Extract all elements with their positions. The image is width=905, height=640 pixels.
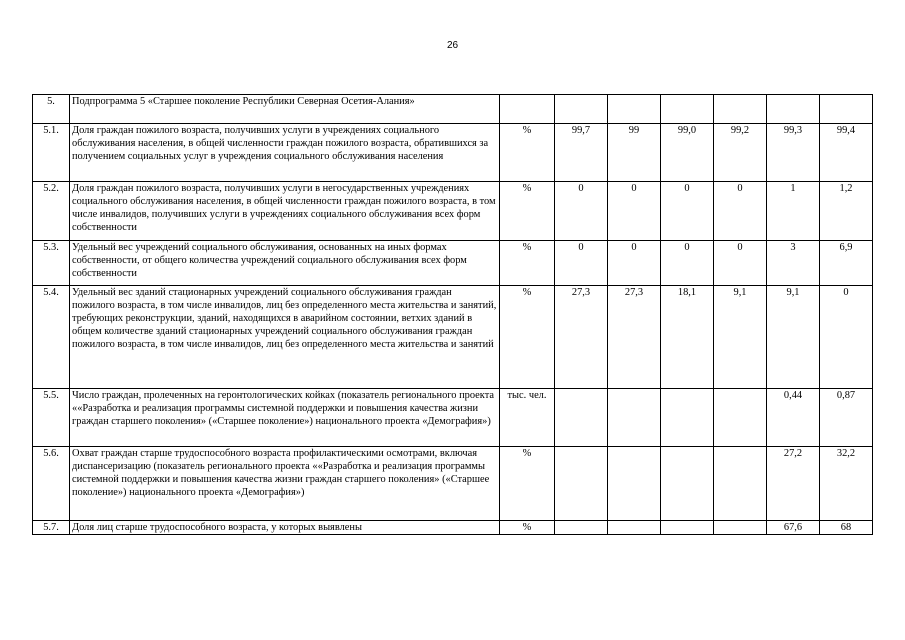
row-value: 1: [767, 182, 820, 241]
row-value: [555, 389, 608, 447]
row-number: 5.4.: [33, 286, 70, 389]
row-value: [555, 95, 608, 124]
row-number: 5.2.: [33, 182, 70, 241]
row-value: 18,1: [661, 286, 714, 389]
row-value: 9,1: [714, 286, 767, 389]
table-row: [33, 389, 873, 447]
row-value: 6,9: [820, 241, 873, 286]
row-description: Удельный вес зданий стационарных учреждений социального обслуживания граждан пожилого возраста, в том числе инвалидов, лиц без определенного места жительства и занятий, требующих реконструкции, зданий, находящихся в аварийном состоянии, ветхих зданий в общем количестве зданий стационарных учреждений социального обслуживания граждан пожилого возраста, в том числе инвалидов, лиц без определенного места жительства и занятий: [70, 286, 500, 389]
row-value: 99,2: [714, 124, 767, 182]
row-value: 99,4: [820, 124, 873, 182]
row-description: Доля граждан пожилого возраста, получивших услуги в негосударственных учреждениях социального обслуживания населения, в общей численности граждан пожилого возраста, в том числе инвалидов, получивших услуги в учреждениях социального обслуживания всех форм собственности: [70, 182, 500, 241]
row-value: 0,44: [767, 389, 820, 447]
row-value: 1,2: [820, 182, 873, 241]
row-value: 99: [608, 124, 661, 182]
row-value: [608, 389, 661, 447]
row-value: 99,7: [555, 124, 608, 182]
row-value: 0: [608, 241, 661, 286]
table-row: [33, 521, 873, 535]
row-unit: %: [500, 182, 555, 241]
row-number: 5.3.: [33, 241, 70, 286]
row-value: [661, 95, 714, 124]
row-value: 0: [714, 182, 767, 241]
table-row: [33, 182, 873, 241]
row-value: [608, 521, 661, 535]
row-value: 0: [661, 182, 714, 241]
table-row: [33, 286, 873, 389]
row-value: 99,3: [767, 124, 820, 182]
row-description: Доля лиц старше трудоспособного возраста, у которых выявлены: [70, 521, 500, 535]
table-row: [33, 95, 873, 124]
row-value: 27,3: [555, 286, 608, 389]
row-value: 0: [608, 182, 661, 241]
row-value: 27,3: [608, 286, 661, 389]
row-value: 0: [661, 241, 714, 286]
row-unit: %: [500, 124, 555, 182]
row-value: 9,1: [767, 286, 820, 389]
row-unit: %: [500, 286, 555, 389]
row-value: [608, 95, 661, 124]
row-value: 0: [555, 241, 608, 286]
row-value: 27,2: [767, 447, 820, 521]
row-value: 0: [820, 286, 873, 389]
page-number: 26: [446, 40, 459, 51]
row-value: 32,2: [820, 447, 873, 521]
row-unit: тыс. чел.: [500, 389, 555, 447]
row-value: [661, 447, 714, 521]
row-value: 67,6: [767, 521, 820, 535]
row-value: [714, 389, 767, 447]
row-value: 0: [714, 241, 767, 286]
table-row: [33, 241, 873, 286]
row-number: 5.: [33, 95, 70, 124]
row-unit: [500, 95, 555, 124]
row-value: [555, 521, 608, 535]
row-value: 3: [767, 241, 820, 286]
row-value: 0: [555, 182, 608, 241]
row-value: 0,87: [820, 389, 873, 447]
table-body: [33, 95, 873, 535]
row-unit: %: [500, 447, 555, 521]
row-description: Удельный вес учреждений социального обслуживания, основанных на иных формах собственности, от общего количества учреждений социального обслуживания всех форм собственности: [70, 241, 500, 286]
row-description: Охват граждан старше трудоспособного возраста профилактическими осмотрами, включая диспансеризацию (показатель регионального проекта ««Разработка и реализация программы системной поддержки и повышения качества жизни граждан старшего поколения» («Старшее поколение») национального проекта «Демография»): [70, 447, 500, 521]
row-value: [767, 95, 820, 124]
row-number: 5.1.: [33, 124, 70, 182]
row-value: [714, 447, 767, 521]
row-unit: %: [500, 241, 555, 286]
row-description: Доля граждан пожилого возраста, получивших услуги в учреждениях социального обслуживания населения, в общей численности граждан пожилого возраста, обратившихся за получением социальных услуг в учреждения социального обслуживания населения: [70, 124, 500, 182]
row-value: [820, 95, 873, 124]
row-value: 99,0: [661, 124, 714, 182]
row-number: 5.7.: [33, 521, 70, 535]
row-value: [608, 447, 661, 521]
row-value: [555, 447, 608, 521]
row-description: Подпрограмма 5 «Старшее поколение Республики Северная Осетия-Алания»: [70, 95, 500, 124]
table-row: [33, 124, 873, 182]
row-value: 68: [820, 521, 873, 535]
row-value: [661, 389, 714, 447]
row-number: 5.5.: [33, 389, 70, 447]
row-unit: %: [500, 521, 555, 535]
row-value: [661, 521, 714, 535]
table-row: [33, 447, 873, 521]
row-value: [714, 95, 767, 124]
row-value: [714, 521, 767, 535]
indicators-table: [32, 94, 873, 535]
row-number: 5.6.: [33, 447, 70, 521]
row-description: Число граждан, пролеченных на геронтологических койках (показатель регионального проекта ««Разработка и реализация программы системной поддержки и повышения качества жизни граждан старшего поколения» («Старшее поколение») национального проекта «Демография»): [70, 389, 500, 447]
